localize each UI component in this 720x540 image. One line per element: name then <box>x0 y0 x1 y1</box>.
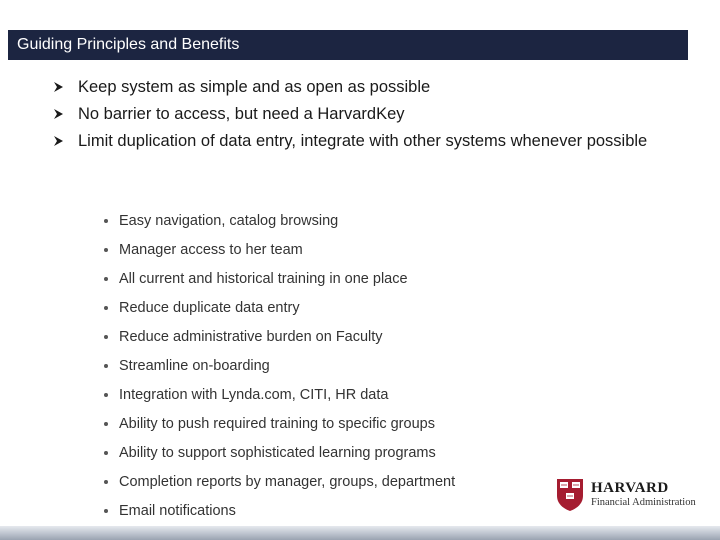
benefit-text: Reduce duplicate data entry <box>119 300 300 316</box>
benefit-text: All current and historical training in one place <box>119 271 408 287</box>
bullet-dot-icon <box>104 393 108 397</box>
bullet-dot-icon <box>104 335 108 339</box>
principle-item <box>52 130 652 152</box>
harvard-shield-icon <box>556 478 584 512</box>
benefit-text: Ability to push required training to specific groups <box>119 416 435 432</box>
bullet-dot-icon <box>104 306 108 310</box>
benefit-item <box>104 468 455 497</box>
principle-text: Keep system as simple and as open as possible <box>78 78 431 96</box>
benefit-item <box>104 323 455 352</box>
slide-title: Guiding Principles and Benefits <box>8 30 688 60</box>
bullet-dot-icon <box>104 422 108 426</box>
bullet-dot-icon <box>104 277 108 281</box>
principles-list <box>52 76 652 157</box>
arrow-bullet-icon <box>52 76 66 98</box>
benefit-item <box>104 352 455 381</box>
bullet-dot-icon <box>104 219 108 223</box>
arrow-bullet-icon <box>52 130 66 152</box>
benefit-text: Ability to support sophisticated learning programs <box>119 445 436 461</box>
benefits-list <box>104 207 455 526</box>
bullet-dot-icon <box>104 509 108 513</box>
principle-text: No barrier to access, but need a HarvardKey <box>78 105 405 123</box>
bullet-dot-icon <box>104 480 108 484</box>
principle-item <box>52 103 652 125</box>
bullet-dot-icon <box>104 364 108 368</box>
benefit-text: Integration with Lynda.com, CITI, HR data <box>119 387 389 403</box>
benefit-text: Easy navigation, catalog browsing <box>119 213 339 229</box>
benefit-item <box>104 381 455 410</box>
footer-strip <box>0 526 720 540</box>
benefit-text: Manager access to her team <box>119 242 303 258</box>
principle-text: Limit duplication of data entry, integrate with other systems whenever possible <box>78 132 648 150</box>
bullet-dot-icon <box>104 248 108 252</box>
benefit-item <box>104 497 455 526</box>
arrow-bullet-icon <box>52 103 66 125</box>
benefit-item <box>104 439 455 468</box>
logo-subtitle: Financial Administration <box>591 497 696 508</box>
benefit-item <box>104 265 455 294</box>
benefit-item <box>104 236 455 265</box>
benefit-item <box>104 294 455 323</box>
benefit-item <box>104 410 455 439</box>
logo-name: HARVARD <box>591 480 669 496</box>
benefit-text: Reduce administrative burden on Faculty <box>119 329 383 345</box>
benefit-text: Completion reports by manager, groups, department <box>119 474 456 490</box>
bullet-dot-icon <box>104 451 108 455</box>
benefit-text: Streamline on-boarding <box>119 358 270 374</box>
harvard-logo <box>556 478 706 514</box>
benefit-text: Email notifications <box>119 503 236 519</box>
principle-item <box>52 76 652 98</box>
benefit-item <box>104 207 455 236</box>
